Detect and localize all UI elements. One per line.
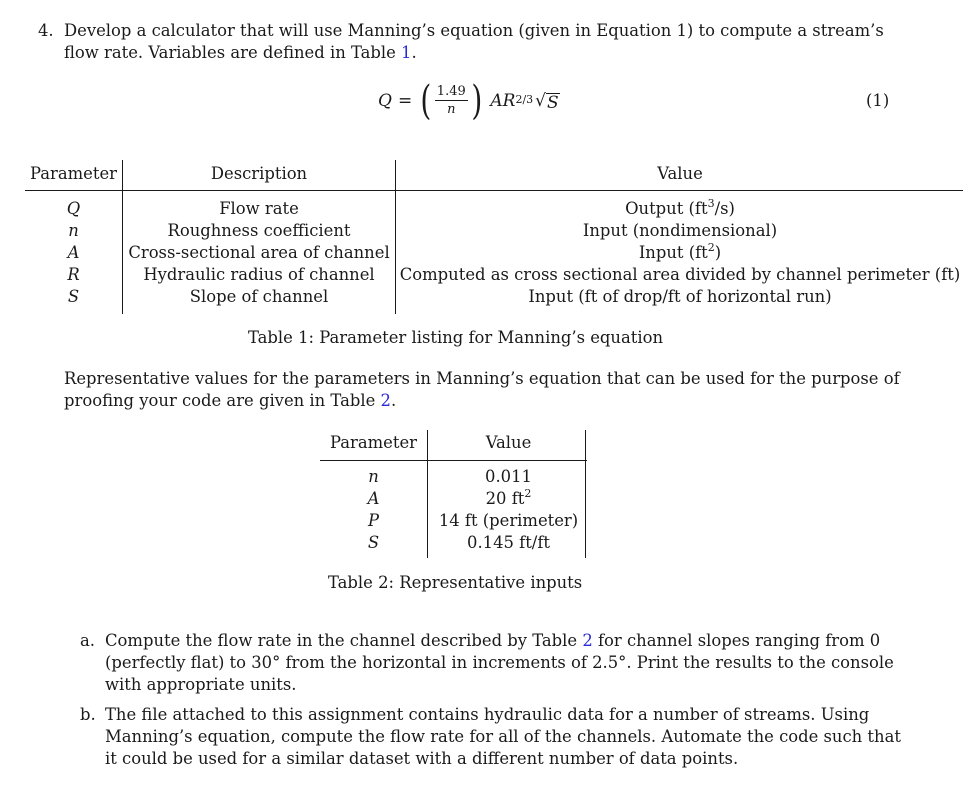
item-a-line2: (perfectly flat) to 30° from the horizontal in increments of 2.5°. Print the results to the console (105, 653, 894, 672)
problem-text-line2-post: . (411, 43, 417, 62)
table1-value-a-sup: 2 (707, 240, 715, 254)
table1-value-r: Computed as cross sectional area divided by channel perimeter (ft) (399, 265, 961, 284)
representative-inputs-table (320, 430, 587, 558)
equation-area: A (490, 91, 503, 111)
table2-header-rule (320, 460, 587, 461)
table1-value-n: Input (nondimensional) (582, 221, 778, 240)
table1-value-a (397, 242, 963, 264)
paragraph-line2-pre: proofing your code are given in Table (64, 391, 381, 410)
table1-desc-r: Hydraulic radius of channel (143, 265, 375, 284)
table1-param-q: Q (66, 199, 81, 218)
fraction-numerator: 1.49 (436, 84, 466, 99)
left-paren: ( (420, 78, 432, 124)
table1-value-q-pre: Output (ft (625, 199, 708, 218)
mannings-equation: Q = ( $\frac{1.49}{n}$ ) A R $^{2/3}$ √ S (378, 78, 559, 124)
table1-column-rule-2 (395, 160, 396, 314)
fraction-denominator: n (447, 102, 456, 117)
item-b-label: b. (80, 705, 96, 724)
problem-text-line2 (64, 42, 417, 64)
equation-radius: R (502, 91, 516, 111)
table1-param-s: S (67, 287, 80, 306)
item-a-line1-post: for channel slopes ranging from 0 (592, 631, 881, 650)
table1-param-a: A (67, 243, 80, 262)
table1-header-parameter: Parameter (29, 164, 118, 183)
sqrt-radical-icon: √ (535, 91, 546, 111)
table1-header-rule (25, 190, 963, 191)
table2-param-n: n (368, 467, 379, 486)
problem-text-line1: Develop a calculator that will use Manning’s equation (given in Equation 1) to compute a stream’s (64, 21, 884, 40)
table2-value-a-sup: 2 (524, 486, 532, 500)
table1-value-s: Input (ft of drop/ft of horizontal run) (528, 287, 832, 306)
table1-column-rule-1 (122, 160, 123, 314)
equation-slope: S (547, 93, 559, 113)
table1-caption: Table 1: Parameter listing for Manning’s equation (248, 328, 664, 347)
equation-equals: = (397, 91, 413, 111)
right-paren: ) (471, 78, 483, 124)
table2-column-rule-1 (427, 430, 428, 558)
table1-desc-q: Flow rate (219, 199, 299, 218)
equation-sqrt (535, 90, 560, 112)
table1-param-r: R (67, 265, 80, 284)
item-b-line3: it could be used for a similar dataset with a different number of data points. (105, 749, 739, 768)
table1-header-value: Value (657, 164, 703, 183)
table2-value-a-pre: 20 ft (485, 489, 525, 508)
table1-desc-n: Roughness coefficient (167, 221, 351, 240)
table1-value-q (397, 198, 963, 220)
item-b-line1: The file attached to this assignment contains hydraulic data for a number of streams. Using (105, 705, 870, 724)
item-a-line1 (105, 630, 880, 652)
table1-value-a-post: ) (714, 243, 722, 262)
table1-param-n: n (68, 221, 79, 240)
table2-value-a (430, 488, 587, 510)
table1-desc-s: Slope of channel (189, 287, 329, 306)
table1-value-q-post: /s) (714, 199, 735, 218)
problem-text-line2-pre: flow rate. Variables are defined in Table (64, 43, 402, 62)
table2-header-parameter: Parameter (329, 433, 418, 452)
problem-number: 4. (38, 21, 54, 40)
item-a-line1-pre: Compute the flow rate in the channel described by Table (105, 631, 583, 650)
table1-value-q-sup: 3 (707, 196, 715, 210)
table2-reference-link[interactable]: 2 (380, 391, 391, 410)
parameter-table (25, 160, 963, 314)
paragraph-line2 (64, 390, 396, 412)
item-b-line2: Manning’s equation, compute the flow rate for all of the channels. Automate the code such that (105, 727, 901, 746)
equation-label: (1) (866, 91, 890, 110)
table2-param-s: S (367, 533, 380, 552)
paragraph-line1: Representative values for the parameters in Manning’s equation that can be used for the purpose of (64, 369, 900, 388)
table2-value-p: 14 ft (perimeter) (438, 511, 579, 530)
table2-value-s: 0.145 ft/ft (467, 533, 550, 552)
table2-caption: Table 2: Representative inputs (328, 573, 583, 592)
table1-desc-a: Cross-sectional area of channel (128, 243, 390, 262)
table2-param-a: A (367, 489, 380, 508)
paragraph-line2-post: . (390, 391, 397, 410)
equation-fraction (435, 85, 468, 117)
table2-param-p: P (367, 511, 380, 530)
item-a-table2-reference-link[interactable]: 2 (582, 631, 593, 650)
table1-header-description: Description (210, 164, 308, 183)
item-a-label: a. (80, 631, 95, 650)
table2-value-n: 0.011 (485, 467, 532, 486)
equation-lhs: Q (378, 91, 392, 111)
item-a-line3: with appropriate units. (105, 675, 297, 694)
table1-value-a-pre: Input (ft (638, 243, 708, 262)
table1-reference-link[interactable]: 1 (401, 43, 412, 62)
table2-header-value: Value (485, 433, 532, 452)
